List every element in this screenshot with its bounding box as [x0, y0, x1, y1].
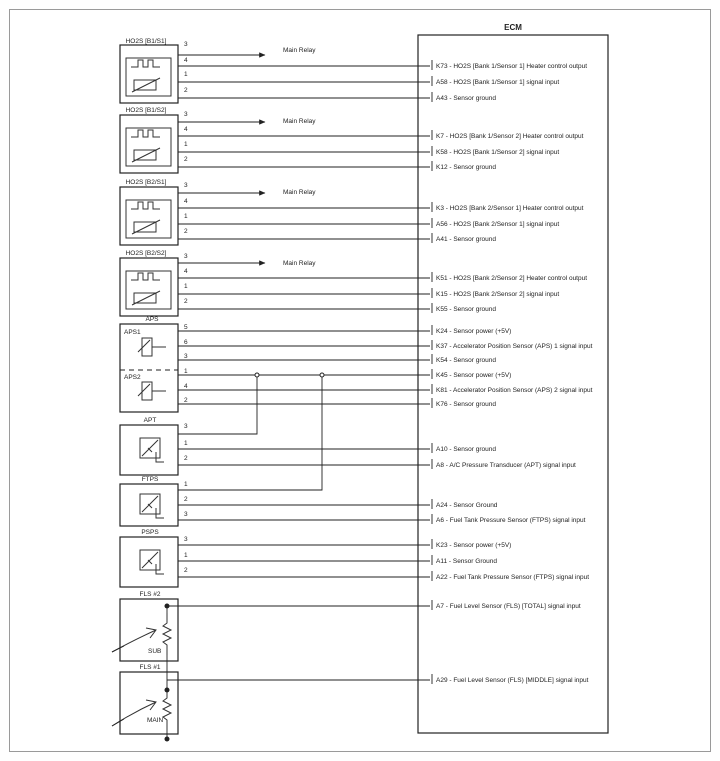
ho2s-b1s2-box [120, 115, 178, 173]
svg-text:2: 2 [184, 228, 188, 235]
svg-text:2: 2 [184, 567, 188, 574]
svg-text:3: 3 [184, 41, 188, 48]
apt-title: APT [143, 417, 157, 424]
svg-text:1: 1 [184, 368, 188, 375]
ho2s-b1s1-box [120, 45, 178, 103]
svg-text:1: 1 [184, 141, 188, 148]
ecm-terminal: K81 - Accelerator Position Sensor (APS) 2 signal input [436, 387, 593, 394]
psps-box [120, 537, 178, 587]
ecm-terminal: A11 - Sensor Ground [436, 558, 497, 565]
ecm-terminal: A24 - Sensor Ground [436, 502, 498, 509]
ecm-terminal: A8 - A/C Pressure Transducer (APT) signal input [436, 462, 576, 469]
ho2s-b1s1-title: HO2S [B1/S1] [125, 38, 167, 45]
main-relay-label: Main Relay [283, 189, 316, 196]
ecm-terminal: K58 - HO2S [Bank 1/Sensor 2] signal input [436, 149, 560, 156]
ecm-terminal: K54 - Sensor ground [436, 357, 496, 364]
ecm-terminal: A22 - Fuel Tank Pressure Sensor (FTPS) signal input [436, 574, 590, 581]
svg-text:4: 4 [184, 57, 188, 64]
svg-text:2: 2 [184, 156, 188, 163]
ecm-terminal: K37 - Accelerator Position Sensor (APS) 1 signal input [436, 343, 593, 350]
ecm-terminal: A10 - Sensor ground [436, 446, 496, 453]
svg-text:3: 3 [184, 111, 188, 118]
svg-text:3: 3 [184, 423, 188, 430]
main-relay-label: Main Relay [283, 118, 316, 125]
ecm-terminal: A43 - Sensor ground [436, 95, 496, 102]
ecm-terminal: A58 - HO2S [Bank 1/Sensor 1] signal input [436, 79, 560, 86]
ho2s-b2s2-title: HO2S [B2/S2] [125, 250, 167, 257]
fls2-inner-label: SUB [148, 648, 162, 655]
ecm-title: ECM [504, 23, 522, 32]
svg-text:1: 1 [184, 71, 188, 78]
ecm-terminal: K12 - Sensor ground [436, 164, 496, 171]
ho2s-b1s2-title: HO2S [B1/S2] [125, 107, 167, 114]
ecm-terminal: K3 - HO2S [Bank 2/Sensor 1] Heater control output [436, 205, 584, 212]
svg-text:2: 2 [184, 496, 188, 503]
ground-terminal-icon [165, 737, 170, 742]
ecm-terminal: K55 - Sensor ground [436, 306, 496, 313]
svg-text:3: 3 [184, 182, 188, 189]
svg-text:1: 1 [184, 481, 188, 488]
svg-text:6: 6 [184, 339, 188, 346]
aps-title: APS [145, 316, 159, 323]
ftps-title: FTPS [141, 476, 159, 483]
ecm-terminal: K23 - Sensor power (+5V) [436, 542, 512, 549]
ho2s-b2s2-box [120, 258, 178, 316]
main-relay-label: Main Relay [283, 260, 316, 267]
ecm-terminal: K7 - HO2S [Bank 1/Sensor 2] Heater control output [436, 133, 584, 140]
ecm-terminal: A6 - Fuel Tank Pressure Sensor (FTPS) signal input [436, 517, 586, 524]
svg-text:4: 4 [184, 268, 188, 275]
ecm-terminal: K51 - HO2S [Bank 2/Sensor 2] Heater control output [436, 275, 588, 282]
svg-text:4: 4 [184, 126, 188, 133]
svg-text:1: 1 [184, 213, 188, 220]
ecm-terminal: A41 - Sensor ground [436, 236, 496, 243]
fls1-box [120, 672, 178, 734]
svg-text:3: 3 [184, 353, 188, 360]
ecm-terminal: A7 - Fuel Level Sensor (FLS) [TOTAL] signal input [436, 603, 581, 610]
svg-text:3: 3 [184, 511, 188, 518]
fls2-title: FLS #2 [139, 591, 161, 598]
fls1-title: FLS #1 [139, 664, 161, 671]
svg-text:3: 3 [184, 536, 188, 543]
svg-text:5: 5 [184, 324, 188, 331]
ecm-terminal: K76 - Sensor ground [436, 401, 496, 408]
svg-text:1: 1 [184, 283, 188, 290]
svg-text:1: 1 [184, 440, 188, 447]
aps-box [120, 324, 178, 412]
svg-text:4: 4 [184, 198, 188, 205]
svg-text:2: 2 [184, 455, 188, 462]
ecm-terminal: A56 - HO2S [Bank 2/Sensor 1] signal input [436, 221, 560, 228]
ecm-terminal: K15 - HO2S [Bank 2/Sensor 2] signal input [436, 291, 560, 298]
svg-text:4: 4 [184, 383, 188, 390]
ecm-terminal: K45 - Sensor power (+5V) [436, 372, 512, 379]
svg-text:3: 3 [184, 253, 188, 260]
ecm-terminal: A29 - Fuel Level Sensor (FLS) [MIDDLE] signal input [436, 677, 589, 684]
aps2-label: APS2 [124, 374, 141, 381]
ecm-terminal: K73 - HO2S [Bank 1/Sensor 1] Heater control output [436, 63, 588, 70]
splice-point [255, 373, 259, 377]
aps1-label: APS1 [124, 329, 141, 336]
svg-text:2: 2 [184, 298, 188, 305]
svg-text:2: 2 [184, 87, 188, 94]
ho2s-b2s1-title: HO2S [B2/S1] [125, 179, 167, 186]
fls1-inner-label: MAIN [147, 717, 164, 724]
apt-box [120, 425, 178, 475]
splice-point [320, 373, 324, 377]
psps-title: PSPS [141, 529, 159, 536]
svg-text:2: 2 [184, 397, 188, 404]
main-relay-label: Main Relay [283, 47, 316, 54]
ecm-terminal: K24 - Sensor power (+5V) [436, 328, 512, 335]
ho2s-b2s1-box [120, 187, 178, 245]
svg-text:1: 1 [184, 552, 188, 559]
